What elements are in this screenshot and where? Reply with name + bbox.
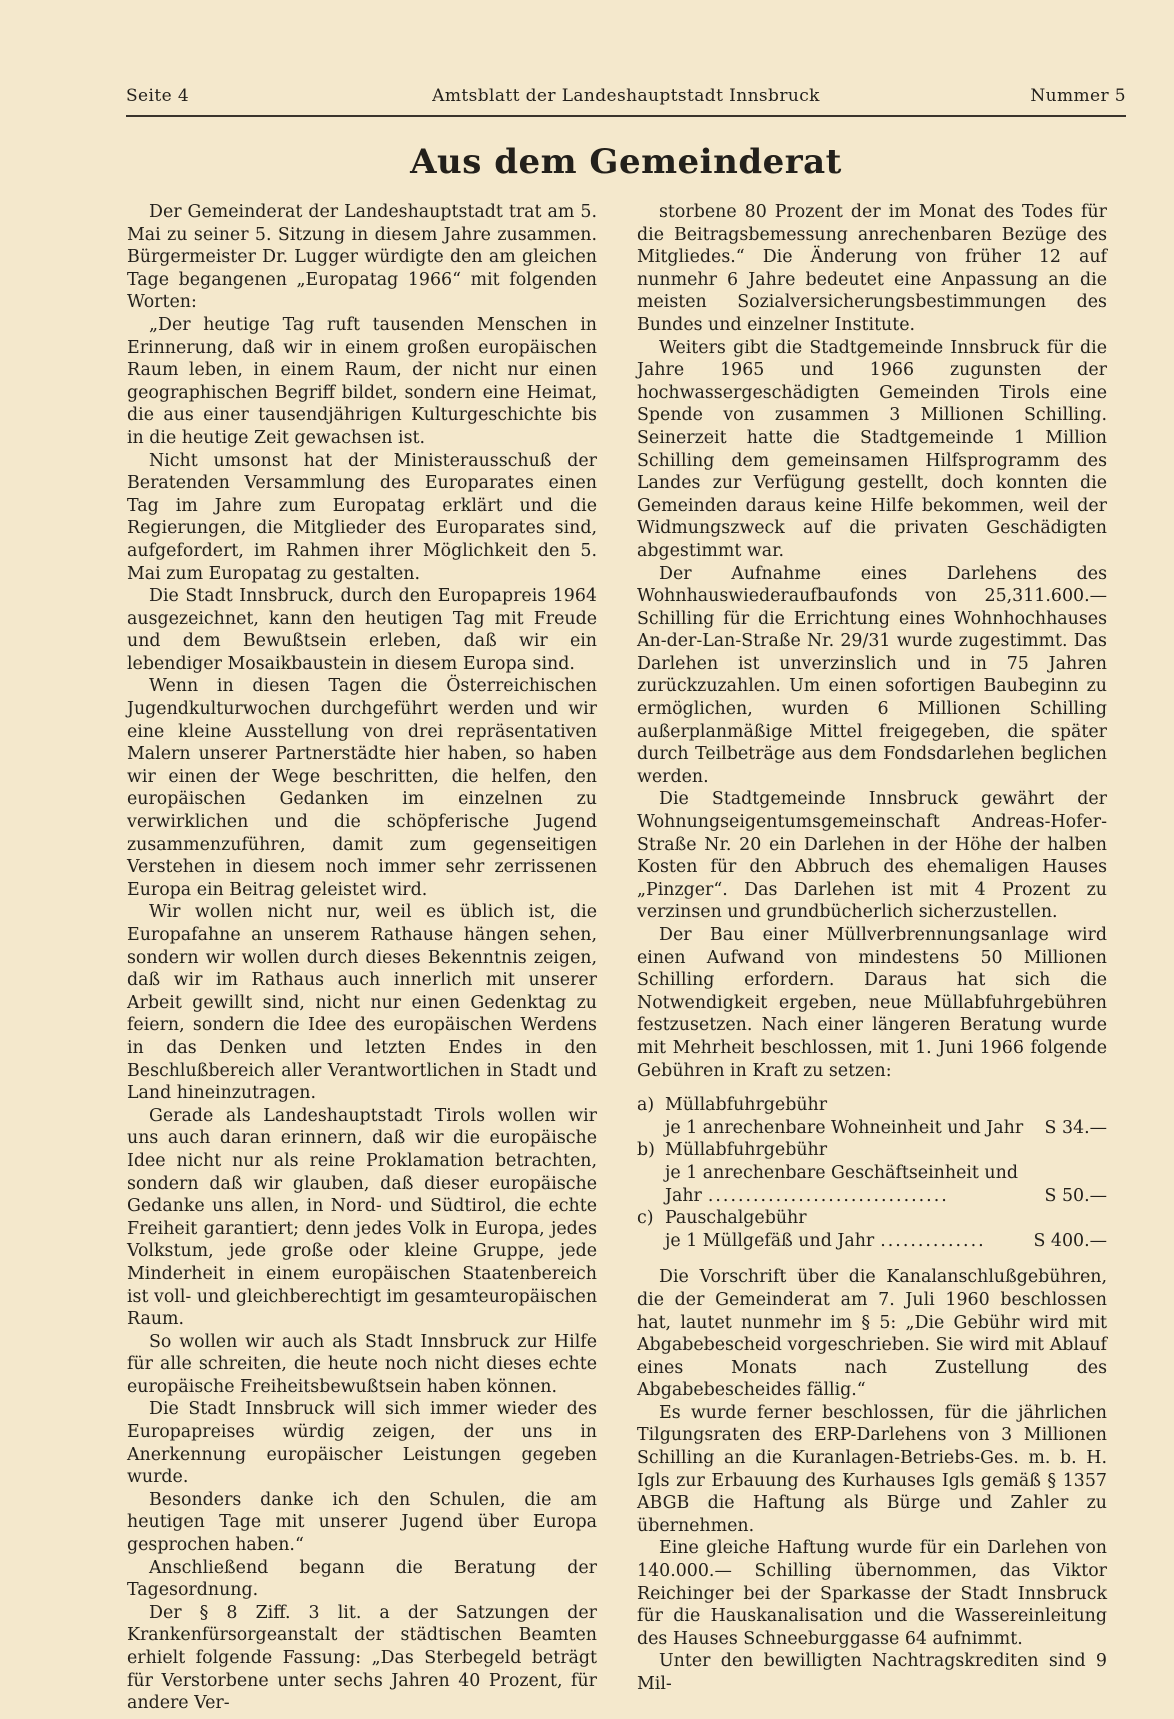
fee-list	[637, 1094, 1107, 1252]
paragraph: Die Stadt Innsbruck, durch den Europapreis 1964 ausgezeichnet, kann den heutigen Tag mit Freude und dem Bewußtsein erleben, daß wir ein lebendiger Mosaikbaustein in diesem Europa sind.	[127, 586, 597, 674]
paragraph: So wollen wir auch als Stadt Innsbruck zur Hilfe für alle schreiten, die heute noch nicht dieses echte europäische Freiheitsbewußtsein haben können.	[127, 1331, 597, 1397]
paragraph: Der § 8 Ziff. 3 lit. a der Satzungen der Krankenfürsorgeanstalt der städtischen Beamten erhielt folgende Fassung: „Das Sterbegeld beträgt für Verstorbene unter sechs Jahren 40 Prozent, für andere Ver-	[127, 1602, 597, 1714]
paragraph: Unter den bewilligten Nachtragskrediten sind 9 Mil-	[637, 1651, 1107, 1694]
right-column	[637, 201, 1107, 1696]
fee-name: Müllabfuhrgebühr	[665, 1140, 828, 1161]
fee-item-b	[637, 1139, 1107, 1207]
paragraph: Eine gleiche Haftung wurde für ein Darlehen von 140.000.— Schilling übernommen, das Viktor Reichinger bei der Sparkasse der Stadt Innsbruck für die Hauskanalisation und die Wassereinleitung des Hauses Schneeburggasse 64 aufnimmt.	[637, 1538, 1107, 1649]
paragraph: Der Gemeinderat der Landeshauptstadt trat am 5. Mai zu seiner 5. Sitzung in diesem Jahre zusammen. Bürgermeister Dr. Lugger würdigte den am gleichen Tage begangenen „Europatag 1966“ mit folgenden Worten:	[127, 202, 597, 313]
paragraph: Der Aufnahme eines Darlehens des Wohnhauswiederaufbaufonds von 25,311.600.— Schilling für die Errichtung eines Wohnhochhauses An-der-Lan-Straße Nr. 29/31 wurde zugestimmt. Das Darlehen ist unverzinslich und in 75 Jahren zurückzuzahlen. Um einen sofortigen Baubeginn zu ermöglichen, wurden 6 Millionen Schilling außerplanmäßige Mittel freigegeben, die später durch Teilbeträge aus dem Fondsdarlehen beglichen werden.	[637, 563, 1107, 787]
paragraph: Besonders danke ich den Schulen, die am heutigen Tage mit unserer Jugend über Europa gesprochen haben.“	[127, 1489, 597, 1556]
page-number: Seite 4	[126, 86, 190, 106]
right-column-paragraphs-after	[637, 1266, 1107, 1695]
fee-description-continued: Jahr	[665, 1185, 702, 1206]
article-title: Aus dem Gemeinderat	[410, 142, 842, 182]
paragraph: storbene 80 Prozent der im Monat des Todes für die Beitragsbemessung anrechenbaren Bezüge des Mitgliedes.“ Die Änderung von früher 12 auf nunmehr 6 Jahre bedeutet eine Anpassung an die meisten Sozialversicherungsbestimmungen des Bundes und einzelner Institute.	[637, 202, 1107, 335]
paragraph: Wenn in diesen Tagen die Österreichischen Jugendkulturwochen durchgeführt werden und wir eine kleine Ausstellung von drei repräsentativen Malern unserer Partnerstädte hier haben, so haben wir einen der Wege beschritten, die helfen, den europäischen Gedanken im einzelnen zu verwirklichen und die schöpferische Jugend zusammenzuführen, damit zum gegenseitigen Verstehen in diesem noch immer sehr zerrissenen Europa ein Beitrag geleistet wird.	[127, 676, 597, 900]
left-column	[127, 201, 597, 1715]
paragraph: Gerade als Landeshauptstadt Tirols wollen wir uns auch daran erinnern, daß wir die europäische Idee nicht nur als reine Proklamation betrachten, sondern daß wir glauben, daß dieser europäische Gedanke uns allen, in Nord- und Südtirol, die echte Freiheit garantiert; denn jedes Volk in Europa, jedes Volkstum, jede große oder kleine Gruppe, jede Minderheit in einem europäischen Staatenbereich ist voll- und gleichberechtigt im gesamteuropäischen Raum.	[127, 1105, 598, 1330]
right-column-paragraphs-before	[637, 201, 1107, 1082]
fee-description: je 1 Müllgefäß und Jahr	[665, 1230, 875, 1251]
fee-description: je 1 anrechenbare Wohneinheit und Jahr	[665, 1117, 1024, 1138]
fee-amount: S 34.—	[1044, 1117, 1107, 1138]
paragraph: Der Bau einer Müllverbrennungsanlage wird einen Aufwand von mindestens 50 Millionen Schilling erfordern. Daraus hat sich die Notwendigkeit ergeben, neue Müllabfuhrgebühren festzusetzen. Nach einer längeren Beratung wurde mit Mehrheit beschlossen, mit 1. Juni 1966 folgende Gebühren in Kraft zu setzen:	[637, 925, 1107, 1081]
paragraph: Anschließend begann die Beratung der Tagesordnung.	[127, 1557, 597, 1601]
fee-letter: c)	[637, 1208, 654, 1229]
paragraph: „Der heutige Tag ruft tausenden Menschen in Erinnerung, daß wir in einem großen europäischen Raum leben, in einem Raum, der nicht nur einen geographischen Begriff bildet, sondern eine Heimat, die aus einer tausendjährigen Kulturgeschichte bis in die heutige Zeit gewachsen ist.	[127, 314, 597, 448]
paragraph: Die Stadtgemeinde Innsbruck gewährt der Wohnungseigentumsgemeinschaft Andreas-Hofer-Straße Nr. 20 ein Darlehen in der Höhe der halben Kosten für den Abbruch des ehemaligen Hauses „Pinzger“. Das Darlehen ist mit 4 Prozent zu verzinsen und grundbücherlich sicherzustellen.	[637, 789, 1107, 923]
paragraph: Die Vorschrift über die Kanalanschlußgebühren, die der Gemeinderat am 7. Juli 1960 beschlossen hat, lautet nunmehr im § 5: „Die Gebühr wird mit Abgabebescheid vorgeschrieben. Sie wird mit Ablauf eines Monats nach Zustellung des Abgabebescheides fällig.“	[637, 1267, 1107, 1401]
fee-leader-dots: ................................	[707, 1185, 949, 1206]
paragraph: Es wurde ferner beschlossen, für die jährlichen Tilgungsraten des ERP-Darlehens von 3 Millionen Schilling an die Kuranlagen-Betriebs-Ges. m. b. H. Igls zur Erbauung des Kurhauses Igls gemäß § 1357 ABGB die Haftung als Bürge und Zahler zu übernehmen.	[637, 1402, 1107, 1536]
header-rule	[126, 115, 1126, 117]
fee-letter: a)	[637, 1095, 655, 1116]
fee-description: je 1 anrechenbare Geschäftseinheit und	[665, 1162, 1018, 1183]
fee-letter: b)	[637, 1140, 655, 1161]
fee-item-c	[637, 1207, 1107, 1252]
paragraph: Weiters gibt die Stadtgemeinde Innsbruck für die Jahre 1965 und 1966 zugunsten der hochwassergeschädigten Gemeinden Tirols eine Spende von zusammen 3 Millionen Schilling. Seinerzeit hatte die Stadtgemeinde 1 Million Schilling dem gemeinsamen Hilfsprogramm des Landes zur Verfügung gestellt, doch konnten die Gemeinden daraus keine Hilfe bekommen, weil der Widmungszweck auf die privaten Geschädigten abgestimmt war.	[637, 337, 1107, 561]
fee-name: Pauschalgebühr	[665, 1208, 807, 1229]
fee-leader-dots: ..............	[880, 1230, 986, 1251]
issue-number: Nummer 5	[1030, 86, 1126, 106]
fee-amount: S 400.—	[1033, 1230, 1107, 1251]
paragraph: Wir wollen nicht nur, weil es üblich ist, die Europafahne an unserem Rathause hängen sehen, sondern wir wollen durch dieses Bekenntnis zeigen, daß wir im Rathaus auch innerlich mit unserer Arbeit gewillt sind, nicht nur einen Gedenktag zu feiern, sondern die Idee des europäischen Werdens in das Denken und letzten Endes in den Beschlußbereich aller Verantwortlichen in Stadt und Land hineinzutragen.	[127, 902, 597, 1104]
publication-title: Amtsblatt der Landeshauptstadt Innsbruck	[432, 86, 820, 106]
paragraph: Die Stadt Innsbruck will sich immer wieder des Europapreises würdig zeigen, der uns in Anerkennung europäischer Leistungen gegeben wurde.	[127, 1399, 597, 1488]
fee-amount: S 50.—	[1044, 1185, 1107, 1206]
paragraph: Nicht umsonst hat der Ministerausschuß der Beratenden Versammlung des Europarates einen Tag im Jahre zum Europatag erklärt und die Regierungen, die Mitglieder des Europarates sind, aufgefordert, im Rahmen ihrer Möglichkeit den 5. Mai zum Europatag zu gestalten.	[127, 450, 597, 584]
fee-name: Müllabfuhrgebühr	[665, 1095, 828, 1116]
fee-item-a	[637, 1094, 1107, 1139]
page-header	[126, 86, 1126, 110]
